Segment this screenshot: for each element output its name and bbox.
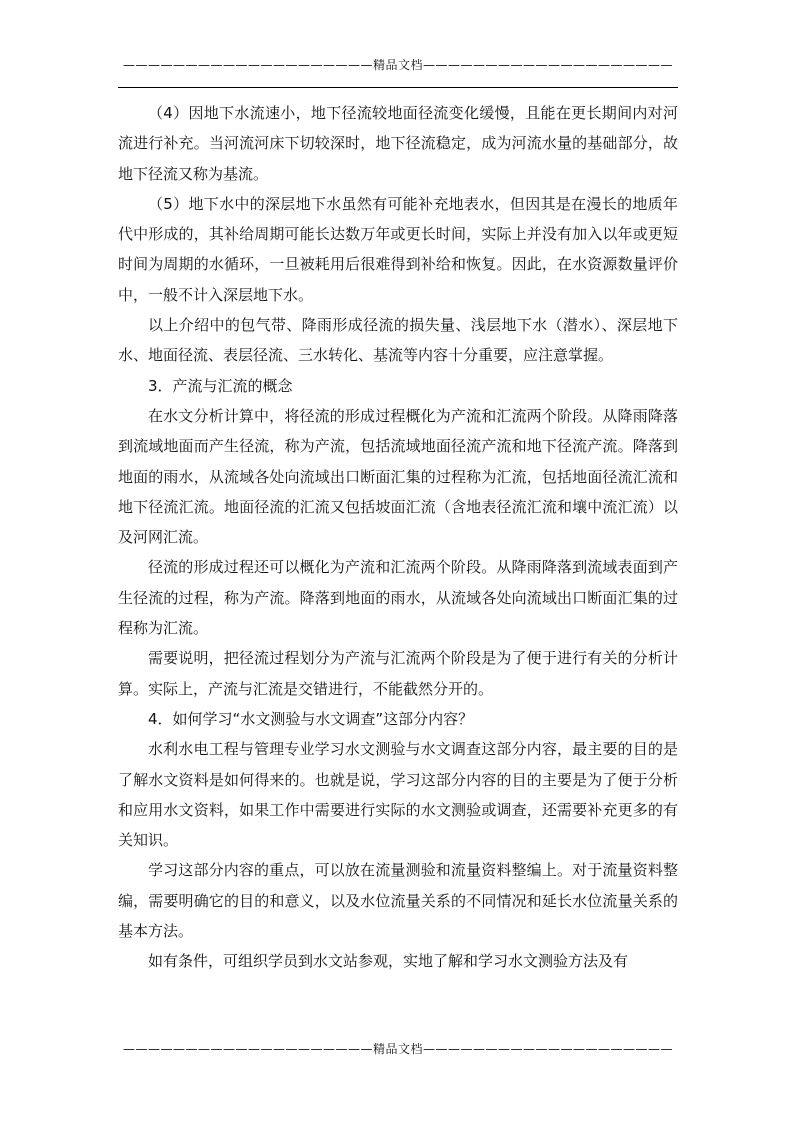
section-heading-4: 4．如何学习“水文测验与水文调查”这部分内容？ (148, 709, 474, 728)
page-header: ————————————————————精品文档———————————————————— (122, 58, 673, 72)
paragraph-3: 以上介绍中的包气带、降雨形成径流的损失量、浅层地下水（潜水）、深层地下水、地面径流、表层径流、三水转化、基流等内容十分重要，应注意掌握。 (118, 316, 678, 365)
paragraph-7: 水利水电工程与管理专业学习水文测验与水文调查这部分内容，最主要的目的是了解水文资料是如何得来的。也就是说，学习这部分内容的目的主要是为了便于分析和应用水文资料，如果工作中需要进行实际的水文测验或调查，还需要补充更多的有关知识。 (118, 740, 678, 850)
header-divider (118, 87, 678, 88)
document-body (118, 98, 678, 977)
section-heading-3: 3．产流与汇流的概念 (148, 376, 293, 395)
paragraph-5: 径流的形成过程还可以概化为产流和汇流两个阶段。从降雨降落到流域表面到产生径流的过程，称为产流。降落到地面的雨水，从流域各处向流域出口断面汇集的过程称为汇流。 (118, 558, 678, 638)
page-footer: ————————————————————精品文档———————————————————— (122, 1042, 673, 1056)
paragraph-4: 在水文分析计算中，将径流的形成过程概化为产流和汇流两个阶段。从降雨降落到流域地面而产生径流，称为产流，包括流域地面径流产流和地下径流产流。降落到地面的雨水，从流域各处向流域出口断面汇集的过程称为汇流，包括地面径流汇流和地下径流汇流。地面径流的汇流又包括坡面汇流（含地表径流汇流和壤中流汇流）以及河网汇流。 (118, 406, 678, 547)
paragraph-9: 如有条件，可组织学员到水文站参观，实地了解和学习水文测验方法及有 (148, 952, 629, 971)
paragraph-1: （4）因地下水流速小，地下径流较地面径流变化缓慢，且能在更长期间内对河流进行补充。当河流河床下切较深时，地下径流稳定，成为河流水量的基础部分，故地下径流又称为基流。 (118, 104, 678, 183)
paragraph-6: 需要说明，把径流过程划分为产流与汇流两个阶段是为了便于进行有关的分析计算。实际上，产流与汇流是交错进行，不能截然分开的。 (118, 649, 678, 698)
paragraph-2: （5）地下水中的深层地下水虽然有可能补充地表水，但因其是在漫长的地质年代中形成的，其补给周期可能长达数万年或更长时间，实际上并没有加入以年或更短时间为周期的水循环，一旦被耗用后很难得到补给和恢复。因此，在水资源数量评价中，一般不计入深层地下水。 (118, 194, 678, 304)
paragraph-8: 学习这部分内容的重点，可以放在流量测验和流量资料整编上。对于流量资料整编，需要明确它的目的和意义，以及水位流量关系的不同情况和延长水位流量关系的基本方法。 (118, 861, 678, 941)
